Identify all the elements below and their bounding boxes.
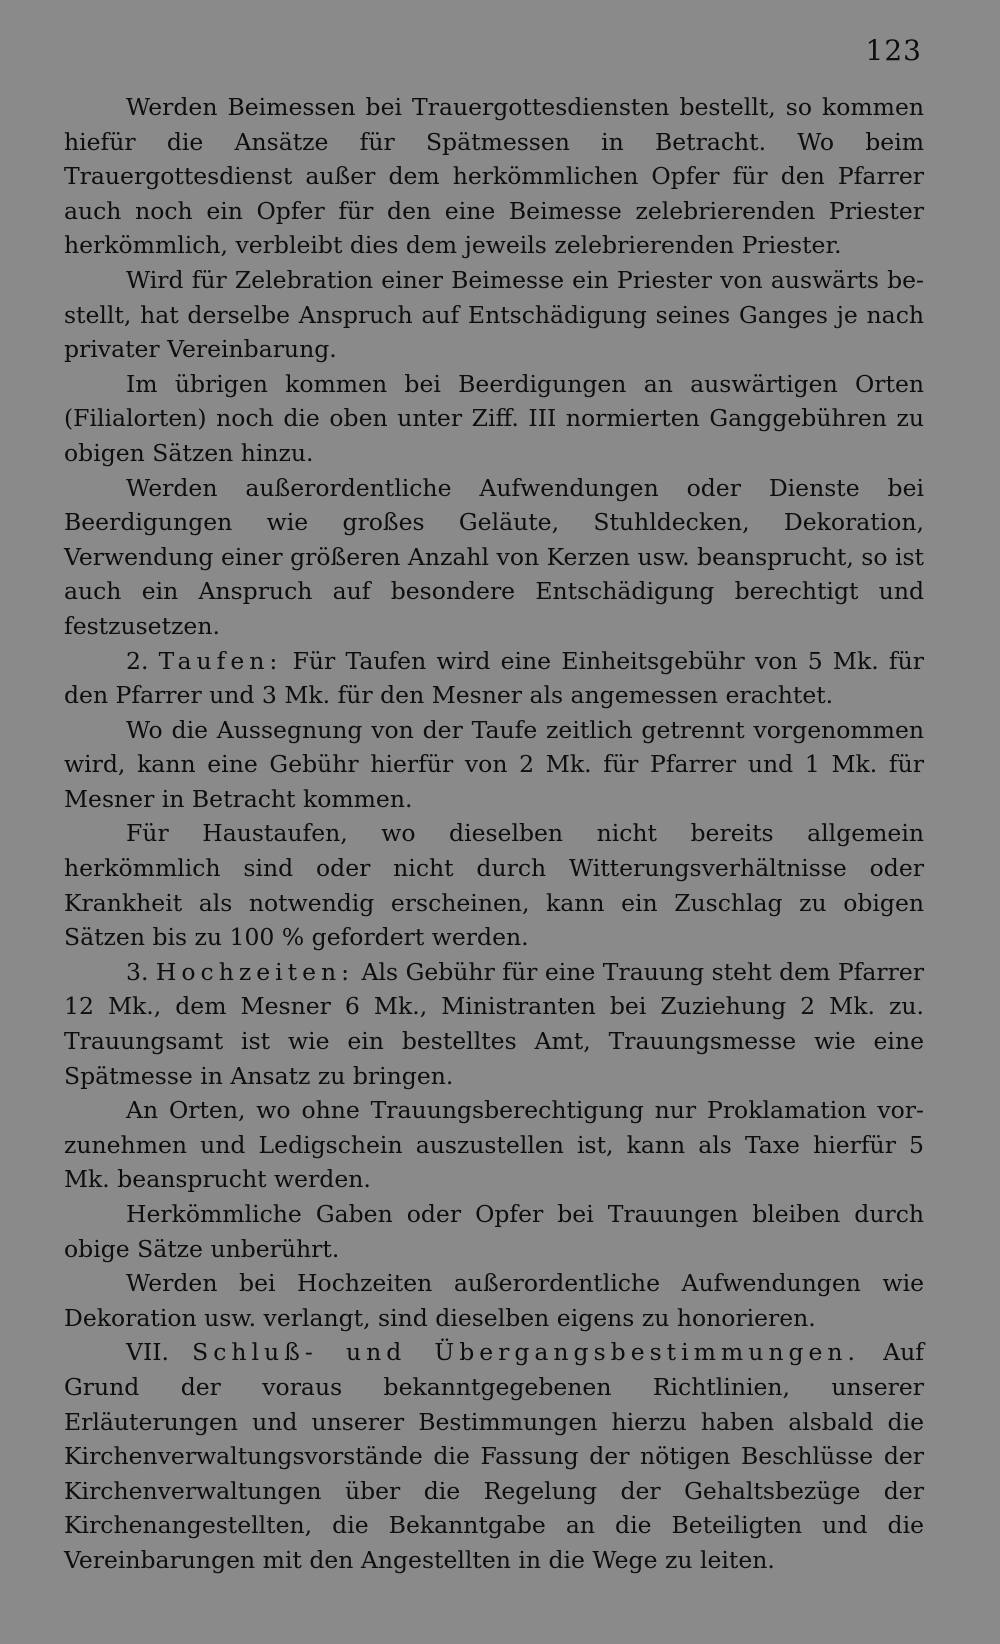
body-text	[64, 90, 924, 1578]
paragraph-text: Werden außerordentliche Aufwendungen oder Dienste bei Beerdigungen wie großes Geläute, Stuhldecken, Dekoration, Verwendung einer größeren Anzahl von Kerzen usw. beansprucht, so ist auch ein Anspruch auf besondere Entschädigung berechtigt und festzusetzen.	[64, 473, 924, 640]
paragraph	[64, 1197, 924, 1266]
section-heading: Hochzeiten:	[155, 957, 355, 986]
paragraph-text: Für Haustaufen, wo dieselben nicht bereits allgemein herkömmlich sind oder nicht durch Witterungsverhältnisse oder Krankheit als notwendig erscheinen, kann ein Zuschlag zu obigen Sätzen bis zu 100 % gefordert werden.	[64, 819, 924, 952]
paragraph-text: Wird für Zelebration einer Beimesse ein Priester von auswärts bestellt, hat derselbe Anspruch auf Entschädigung seines Ganges je nach privater Vereinbarung.	[64, 265, 924, 364]
paragraph	[64, 263, 924, 367]
paragraph	[64, 1093, 924, 1197]
section-number: 2.	[126, 646, 149, 675]
section-number: VII.	[126, 1338, 170, 1367]
paragraph	[64, 367, 924, 471]
section-heading: Taufen:	[158, 646, 283, 675]
paragraph-text: An Orten, wo ohne Trauungsberechtigung nur Proklamation vorzunehmen und Ledigschein auszustellen ist, kann als Taxe hierfür 5 Mk. beansprucht werden.	[64, 1096, 924, 1194]
page-number: 123	[865, 34, 922, 67]
paragraph-text: Werden Beimessen bei Trauergottesdiensten bestellt, so kommen hiefür die Ansätze für Spätmessen in Betracht. Wo beim Trauergottesdienst außer dem herkömmlichen Opfer für den Pfarrer auch noch ein Opfer für den eine Beimesse zelebrierenden Priester herkömmlich, verbleibt dies dem jeweils zelebrierenden Priester.	[64, 93, 924, 260]
paragraph	[64, 90, 924, 263]
paragraph	[64, 713, 924, 817]
paragraph-text: Werden bei Hochzeiten außerordentliche Aufwendungen wie Dekoration usw. verlangt, sind dieselben eigens zu honorieren.	[64, 1269, 924, 1332]
paragraph	[64, 816, 924, 954]
paragraph	[64, 644, 924, 713]
paragraph	[64, 1335, 924, 1577]
paragraph-text: Wo die Aussegnung von der Taufe zeitlich getrennt vorgenommen wird, kann eine Gebühr hierfür von 2 Mk. für Pfarrer und 1 Mk. für Mesner in Betracht kommen.	[64, 715, 924, 813]
paragraph-text: Auf Grund der voraus bekanntgegebenen Richtlinien, unserer Erläuterungen und unserer Bestimmungen hierzu haben alsbald die Kirchenverwaltungsvorstände die Fassung der nötigen Beschlüsse der Kirchenverwaltungen über die Regelung der Gehaltsbezüge der Kirchenangestellten, die Bekanntgabe an die Beteiligten und die Vereinbarungen mit den Angestellten in die Wege zu leiten.	[64, 1338, 924, 1574]
paragraph-text: Herkömmliche Gaben oder Opfer bei Trauungen bleiben durch obige Sätze unberührt.	[64, 1200, 924, 1263]
paragraph	[64, 955, 924, 1093]
paragraph	[64, 1266, 924, 1335]
section-number: 3.	[126, 957, 149, 986]
paragraph-text: Als Gebühr für eine Trauung steht dem Pfarrer 12 Mk., dem Mesner 6 Mk., Ministranten bei Zuziehung 2 Mk. zu. Trauungsamt ist wie ein bestelltes Amt, Trauungsmesse wie eine Spätmesse in Ansatz zu bringen.	[64, 957, 924, 1090]
paragraph-text: Für Taufen wird eine Einheitsgebühr von 5 Mk. für den Pfarrer und 3 Mk. für den Mesner als angemessen erachtet.	[64, 646, 924, 710]
paragraph	[64, 471, 924, 644]
paragraph-text: Im übrigen kommen bei Beerdigungen an auswärtigen Orten (Filialorten) noch die oben unter Ziff. III normierten Ganggebühren zu obigen Sätzen hinzu.	[64, 369, 924, 467]
section-heading: Schluß- und Übergangsbestimmungen.	[192, 1338, 861, 1367]
